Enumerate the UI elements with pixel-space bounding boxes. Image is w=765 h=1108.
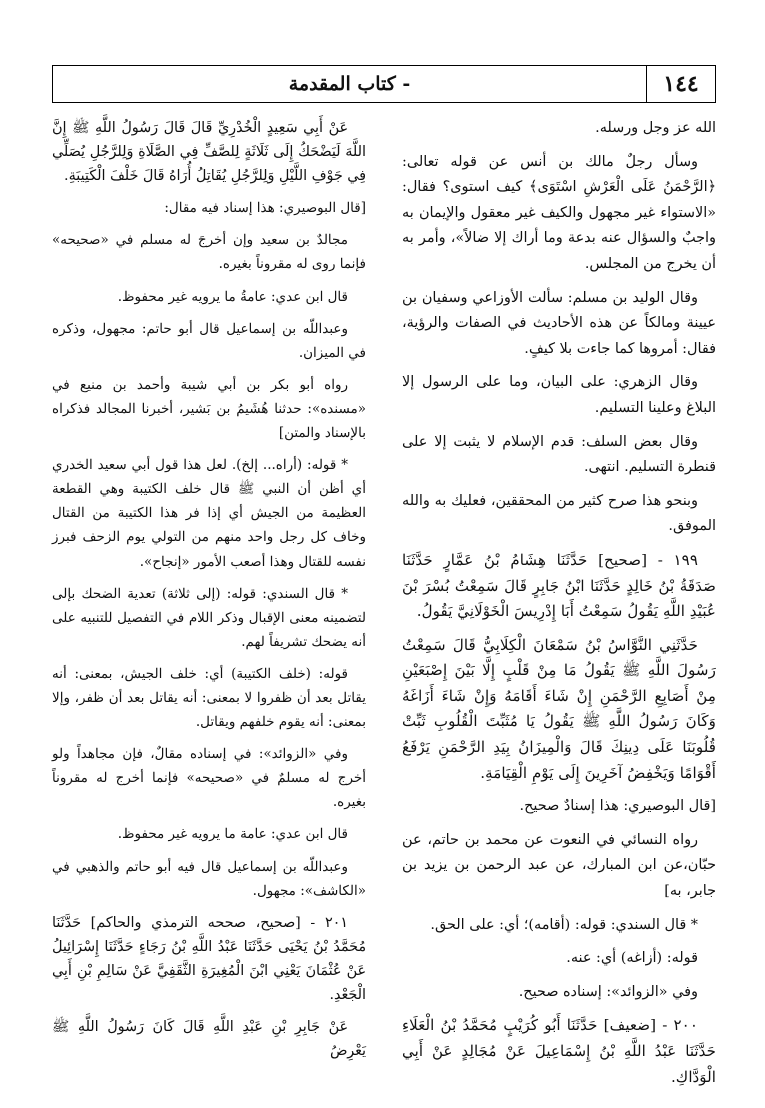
paragraph: وقال الوليد بن مسلم: سألت الأوزاعي وسفيان بن عيينة ومالكاً عن هذه الأحاديث في الصفات والرؤية، فقال: أمروها كما جاءت بلا كيفٍ. — [402, 289, 716, 357]
paragraph: رواه أبو بكر بن أبي شيبة وأحمد بن منيع في «مسنده»: حدثنا هُشَيمُ بن بَشير، أخبرنا المجالد فذكراه بالإسناد والمتن] — [52, 376, 366, 442]
paragraph: وفي «الزوائد»: إسناده صحيح. — [518, 983, 698, 1000]
paragraph: رواه النسائي في النعوت عن محمد بن حاتم، عن حبّان،عن ابن المبارك، عن عبد الرحمن بن يزيد بن جابر، به] — [402, 831, 716, 900]
paragraph: [قال البوصيري: هذا إسناد فيه مقال: — [164, 200, 366, 217]
paragraph: قال ابن عدي: عامةُ ما يرويه غير محفوظ. — [117, 288, 348, 305]
paragraph: * قال السندي: قوله: (إلى ثلاثة) تعدية الضحك بإلى لتضمينه معنى الإقبال وذكر اللام في التفصيل للتنبيه على أنه يضحك تشريفاً لهم. — [52, 585, 366, 650]
paragraph: وبنحو هذا صرح كثير من المحققين، فعليك به والله الموفق. — [402, 492, 716, 535]
paragraph: مجالدٌ بن سعيد وإن أخرجَ له مسلم في «صحيحه» فإنما روى له مقروناً بغيره. — [52, 232, 366, 273]
hadith-isnad: ٢٠٠ - [ضعيف] حَدَّثَنَا أَبُو كُرَيْبٍ مُحَمَّدُ بْنُ الْعَلَاءِ حَدَّثَنَا عَبْدُ اللَّهِ بْنُ إِسْمَاعِيلَ عَنْ مُجَالِدٍ عَنْ أَبِي الْوَدَّاكِ. — [402, 1016, 716, 1086]
paragraph: وفي «الزوائد»: في إسناده مقالٌ، فإن مجاهداً ولو أخرج له مسلمٌ في «صحيحه» فإنما أخرج له مقروناً بغيره. — [52, 746, 366, 811]
left-column — [52, 116, 366, 1071]
paragraph: وقال الزهري: على البيان، وما على الرسول إلا البلاغ وعلينا التسليم. — [402, 374, 716, 416]
page-header — [52, 65, 716, 103]
paragraph: قوله: (أزاغه) أي: عنه. — [566, 950, 698, 967]
paragraph: وقال بعض السلف: قدم الإسلام لا يثبت إلا على قنطرة التسليم. انتهى. — [402, 433, 716, 476]
hadith-matn: عَنْ أَبِي سَعِيدٍ الْخُدْرِيِّ قَالَ قَالَ رَسُولُ اللَّهِ ﷺ إِنَّ اللَّهَ لَيَضْحَكُ إِلَى ثَلَاثَةٍ لِلصَّفِّ فِي الصَّلَاةِ وَلِلرَّجُلِ يُصَلِّي فِي جَوْفِ اللَّيْلِ وَلِلرَّجُلِ يُقَاتِلُ أُرَاهُ قَالَ خَلْفَ الْكَتِيبَةِ. — [52, 120, 366, 185]
paragraph: وسأل رجلٌ مالك بن أنس عن قوله تعالى: ﴿الرَّحْمَنُ عَلَى الْعَرْشِ اسْتَوَى﴾ كيف استوى؟ فقال: «الاستواء غير مجهول والكيف غير معقول والإيمان به واجبٌ والسؤال عنه بدعة وما أراك إلا ضالاً»، وأمر به أن يخرج من المجلس. — [402, 153, 716, 272]
paragraph: * قوله: (أراه... إلخ). لعل هذا قول أبي سعيد الخدري أي أظن أن النبي ﷺ قال خلف الكتيبة وهي القطعة العظيمة من الجيش أي إذا فر هذا الكتيبة من القتال وخاف كل رجل واحد منهم من التولي يوم الزحف فبرز نفسه للقتال وهذا أصعب الأمور «إنجاح». — [52, 457, 366, 570]
paragraph: قال ابن عدي: عامة ما يرويه غير محفوظ. — [117, 826, 348, 843]
paragraph: [قال البوصيري: هذا إسنادٌ صحيح. — [519, 798, 716, 815]
paragraph: قوله: (خلف الكتيبة) أي: خلف الجيش، بمعنى: أنه يقاتل بعد أن ظفروا لا بمعنى: أنه يقاتل بعد أن ظفر، وإلا بمعنى: أنه يقوم خلفهم ويقاتل. — [52, 665, 366, 731]
paragraph: وعبداللّه بن إسماعيل قال فيه أبو حاتم والذهبي في «الكاشف»: مجهول. — [52, 858, 366, 899]
hadith-matn: عَنْ جَابِرِ بْنِ عَبْدِ اللَّهِ قَالَ كَانَ رَسُولُ اللَّهِ ﷺ يَعْرِضُ — [52, 1019, 366, 1060]
right-column — [402, 116, 716, 1098]
hadith-isnad: ٢٠١ - [صحيح، صححه الترمذي والحاكم] حَدَّثَنَا مُحَمَّدُ بْنُ يَحْيَى حَدَّثَنَا عَبْدُ اللَّهِ بْنُ رَجَاءٍ حَدَّثَنَا إِسْرَائِيلُ عَنْ عُثْمَانَ يَعْنِي ابْنَ الْمُغِيرَةِ الثَّقَفِيَّ عَنْ سَالِمِ بْنِ أَبِي الْجَعْدِ. — [52, 914, 366, 1003]
paragraph: الله عز وجل ورسله. — [595, 120, 716, 136]
paragraph: وعبداللّه بن إسماعيل قال أبو حاتم: مجهول، وذكره في الميزان. — [52, 320, 366, 361]
paragraph: * قال السندي: قوله: (أقامه)؛ أي: على الحق. — [430, 916, 698, 933]
hadith-matn: حَدَّثَنِي النَّوَّاسُ بْنُ سَمْعَانَ الْكِلَابِيُّ قَالَ سَمِعْتُ رَسُولَ اللَّهِ ﷺ يَقُولُ مَا مِنْ قَلْبٍ إِلَّا بَيْنَ إِصْبَعَيْنِ مِنْ أَصَابِعِ الرَّحْمَنِ إِنْ شَاءَ أَقَامَهُ وَإِنْ شَاءَ أَزَاغَهُ وَكَانَ رَسُولُ اللَّهِ ﷺ يَقُولُ يَا مُثَبِّتَ الْقُلُوبِ ثَبِّتْ قُلُوبَنَا عَلَى دِينِكَ قَالَ وَالْمِيزَانُ بِيَدِ الرَّحْمَنِ يَرْفَعُ أَقْوَامًا وَيَخْفِضُ آخَرِينَ إِلَى يَوْمِ الْقِيَامَةِ. — [402, 635, 716, 782]
hadith-isnad: ١٩٩ - [صحيح] حَدَّثَنَا هِشَامُ بْنُ عَمَّارٍ حَدَّثَنَا صَدَقَةُ بْنُ خَالِدٍ حَدَّثَنَا ابْنُ جَابِرٍ قَالَ سَمِعْتُ بُسْرَ بْنَ عُبَيْدِ اللَّهِ يَقُولُ سَمِعْتُ أَبَا إِدْرِيسَ الْخَوْلَانِيَّ يَقُولُ. — [402, 550, 716, 621]
chapter-title: - كتاب المقدمة — [288, 73, 411, 95]
page-number: ١٤٤ — [646, 66, 715, 102]
